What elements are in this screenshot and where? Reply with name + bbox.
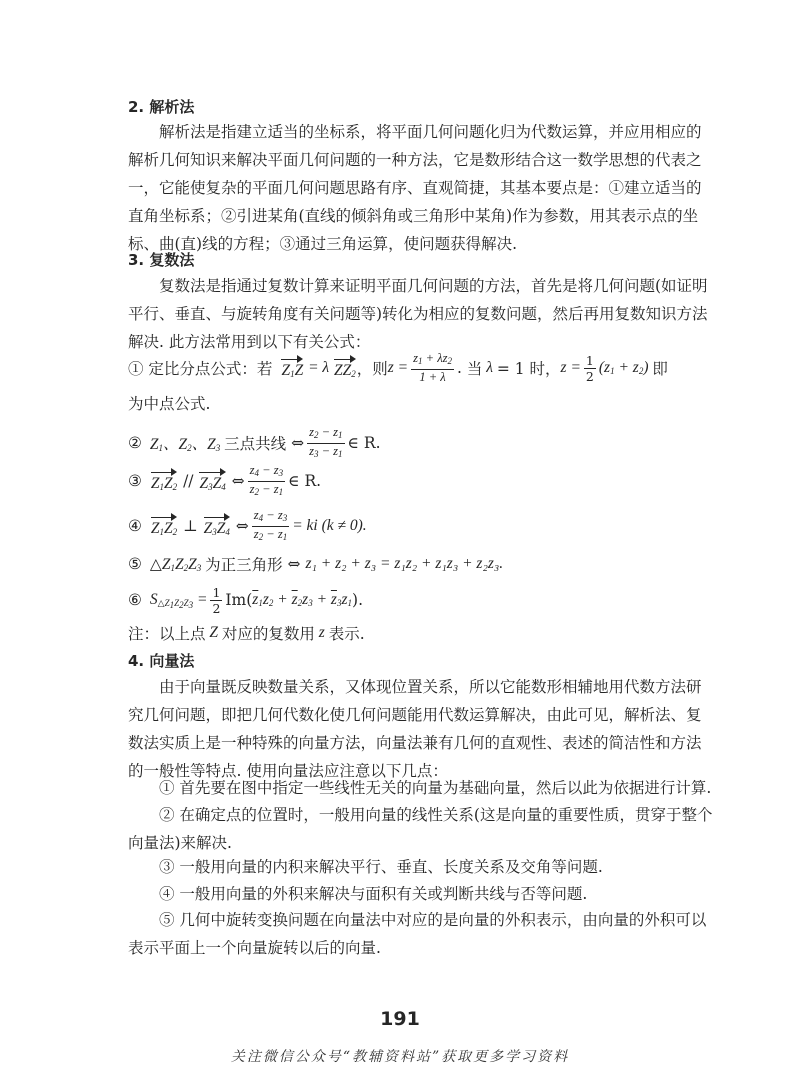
formula-1-tail: 即 — [652, 360, 668, 378]
complex-paragraph: 复数法是指通过复数计算来证明平面几何问题的方法，首先是将几何问题(如证明平行、垂直、与旋转角度有关问题等)转化为相应的复数问题，然后再用复数知识方法解决. 此方法常用到以下有关公式： — [128, 277, 708, 351]
formula-5: ⑤ $\triangle Z_1Z_2Z_3$ 为正三角形 ⇔ z₁ + z₂ + z₃ = z₁z₂ + z₁z₃ + z₂z₃. — [128, 555, 504, 574]
formula-1-cont: 为中点公式. — [128, 395, 211, 413]
formula-1-then: ，则 — [356, 360, 388, 378]
formula-2-in-r: ∈ R. — [347, 434, 381, 452]
formula-1-eq-one: = 1 时， — [496, 360, 561, 378]
vector-paragraph: 由于向量既反映数量关系，又体现位置关系，所以它能数形相辅地用代数方法研究几何问题，即把几何代数化使几何问题能用代数运算解决，由此可见，解析法、复数法实质上是一种特殊的向量方法，向量法兼有几何的直观性、表述的简洁性和方法的一般性等特点. 使用向量法应注意以下几点： — [128, 678, 702, 780]
note-suffix: 表示. — [328, 625, 365, 643]
section-heading-vector: 4. 向量法 — [128, 652, 195, 670]
formula-2-label: ② — [128, 434, 142, 452]
formula-5-text: 为正三角形 — [205, 556, 283, 574]
formula-4-label: ④ — [128, 517, 142, 535]
formula-1-when: 当 — [466, 360, 483, 378]
vector-item-2: ② 在确定点的位置时，一般用向量的线性关系(这是向量的重要性质，贯穿于整个向量法)来解决. — [128, 806, 713, 852]
note-mid: 对应的复数用 — [221, 625, 315, 643]
formula-3-label: ③ — [128, 472, 142, 490]
vector-item-4: ④ 一般用向量的外积来解决与面积有关或判断共线与否等问题. — [159, 885, 588, 903]
formula-5-eq: z₁ + z₂ + z₃ = z₁z₂ + z₁z₃ + z₂z₃. — [305, 555, 504, 572]
formula-4-tail: = ki (k ≠ 0). — [292, 517, 367, 534]
vector-item-5: ⑤ 几何中旋转变换问题在向量法中对应的是向量的外积表示，由向量的外积可以表示平面上一个向量旋转以后的向量. — [128, 911, 707, 957]
vector-item-1: ① 首先要在图中指定一些线性无关的向量为基础向量，然后以此为依据进行计算. — [159, 779, 712, 797]
formula-6: ⑥ $S_{\triangle Z_1Z_2Z_3}$ = $\frac{1}{2}$ Im( $\overline{z}_1z_2 + \overline{z}_2z_3 + \overline{z}_3z_1$ ). — [128, 584, 363, 616]
section-heading-complex: 3. 复数法 — [128, 251, 195, 269]
formula-3-in-r: ∈ R. — [288, 472, 322, 490]
formula-4: ④ $Z_1Z_2$ ⊥ $Z_3Z_4$ ⇔ $\frac{z_4 - z_3}{z_2 - z_1}$ = ki (k ≠ 0). — [128, 507, 367, 542]
section-heading-analytic: 2. 解析法 — [128, 98, 195, 116]
formula-3: ③ $Z_1Z_2$ // $Z_3Z_4$ ⇔ $\frac{z_4 - z_3}{z_2 - z_1}$ ∈ R. — [128, 462, 322, 497]
formula-1: ① 定比分点公式：若 $Z_1Z$ = λ $ZZ_2$ ，则 z = $\frac{z_1 + \lambda z_2}{1 + \lambda}$ . 当 λ = 1 时， z = $\frac{1}{2}$ $(z_1 + z_2)$ 即 — [128, 351, 668, 384]
footer-watermark: 关注微信公众号“教辅资料站”获取更多学习资料 — [230, 1049, 570, 1065]
formula-2: ② $Z_1$、$Z_2$、$Z_3$ 三点共线 ⇔ $\frac{z_2 - z_1}{z_3 - z_1}$ ∈ R. — [128, 424, 381, 459]
formula-5-label: ⑤ — [128, 555, 142, 573]
note-prefix: 注：以上点 — [128, 625, 206, 643]
page-number: 191 — [380, 1008, 420, 1030]
formula-1-label: ① 定比分点公式：若 — [128, 360, 273, 378]
analytic-paragraph: 解析法是指建立适当的坐标系，将平面几何问题化归为代数运算，并应用相应的解析几何知识来解决平面几何问题的一种方法，它是数形结合这一数学思想的代表之一，它能使复杂的平面几何问题思路有序、直观简捷，其基本要点是：①建立适当的直角坐标系；②引进某角(直线的倾斜角或三角形中某角)作为参数，用其表示点的坐标、曲(直)线的方程；③通过三角运算，使问题获得解决. — [128, 123, 702, 253]
vector-item-3: ③ 一般用向量的内积来解决平行、垂直、长度关系及交角等问题. — [159, 858, 603, 876]
formula-6-label: ⑥ — [128, 591, 142, 609]
complex-note: 注：以上点 Z 对应的复数用 z 表示. — [128, 624, 365, 643]
formula-2-text: 三点共线 — [224, 435, 287, 453]
